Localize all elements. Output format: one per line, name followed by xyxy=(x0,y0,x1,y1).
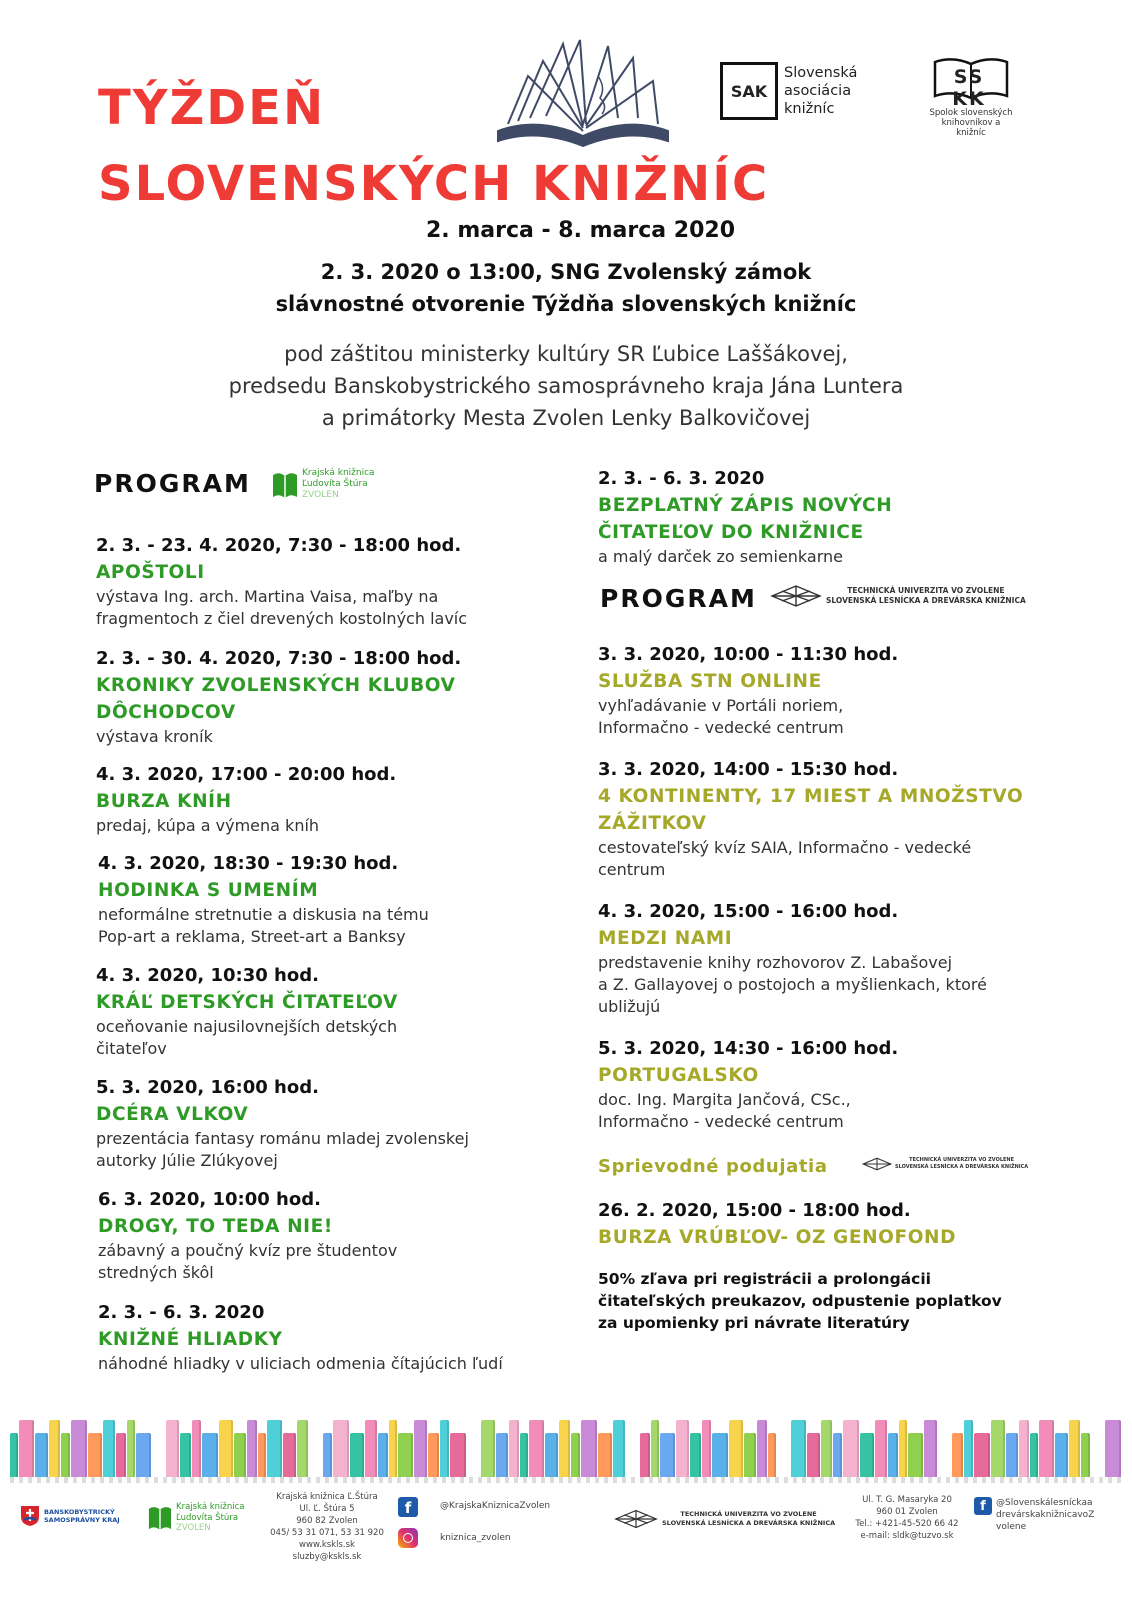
book-spine xyxy=(581,1420,597,1477)
handle-line: volene xyxy=(996,1522,1027,1532)
green-book-icon xyxy=(148,1504,172,1532)
book-spine xyxy=(952,1433,963,1477)
book-spine xyxy=(389,1420,397,1477)
book-spine xyxy=(103,1420,115,1477)
event-date: 4. 3. 2020, 10:30 hod. xyxy=(96,965,319,986)
book-spine xyxy=(1069,1420,1080,1477)
left-event-4 xyxy=(98,851,558,948)
event-desc: výstava Ing. arch. Martina Vaisa, maľby na xyxy=(96,587,439,606)
book-spine xyxy=(545,1433,558,1477)
book-spine xyxy=(1055,1433,1068,1477)
discount-line: za upomienky pri návrate literatúry xyxy=(598,1314,910,1332)
kksz-text-line: Ľudovíta Štúra xyxy=(176,1512,239,1523)
book-spine xyxy=(247,1420,257,1477)
accompanying-heading: Sprievodné podujatia xyxy=(598,1156,828,1177)
book-spine xyxy=(219,1420,233,1477)
right-event-4 xyxy=(598,1036,1028,1133)
book-spine xyxy=(791,1420,806,1477)
book-spine xyxy=(127,1420,135,1477)
book-spine xyxy=(136,1433,151,1477)
sskk-logo-label: SS KK xyxy=(952,66,986,110)
right-event-1 xyxy=(598,642,1028,739)
book-spine xyxy=(192,1420,201,1477)
address-line: 960 01 Zvolen xyxy=(876,1507,938,1517)
book-spine xyxy=(509,1420,519,1477)
event-desc: Pop-art a reklama, Street-art a Banksy xyxy=(98,927,406,946)
discount-line: čitateľských preukazov, odpustenie poplatkov xyxy=(598,1292,1002,1310)
sskk-text-line: knihovníkov a knižníc xyxy=(941,118,1001,138)
book-spine xyxy=(757,1420,767,1477)
event-desc: fragmentoch z čiel drevených kostolných lavíc xyxy=(96,609,468,628)
green-book-icon xyxy=(272,471,298,499)
event-title: APOŠTOLI xyxy=(96,562,205,583)
discount-line: 50% zľava pri registrácii a prolongácii xyxy=(598,1270,931,1288)
book-spine xyxy=(1105,1420,1121,1477)
book-spine xyxy=(450,1433,466,1477)
book-spine xyxy=(398,1433,413,1477)
tuzvo-star-icon xyxy=(770,583,822,609)
facebook-kksz-handle[interactable]: @KrajskaKniznicaZvolen xyxy=(440,1501,551,1511)
event-date: 2. 3. - 6. 3. 2020 xyxy=(98,1302,265,1323)
event-title: HODINKA S UMENÍM xyxy=(98,880,319,901)
kksz-text-line: Krajská knižnica xyxy=(302,468,375,478)
bbsk-logo xyxy=(20,1505,120,1527)
bookshelf-illustration xyxy=(10,1405,1122,1477)
book-spine xyxy=(378,1433,388,1477)
book-spine xyxy=(481,1420,495,1477)
event-date: 4. 3. 2020, 15:00 - 16:00 hod. xyxy=(598,901,899,922)
book-spine xyxy=(1019,1420,1029,1477)
event-date: 5. 3. 2020, 16:00 hod. xyxy=(96,1077,319,1098)
book-spine xyxy=(428,1433,439,1477)
kksz-logo-footer xyxy=(148,1502,245,1534)
book-spine xyxy=(258,1433,266,1477)
right-top-event xyxy=(598,466,1028,568)
book-spine xyxy=(964,1420,973,1477)
book-spine xyxy=(807,1433,820,1477)
book-spine xyxy=(61,1433,70,1477)
event-desc: predaj, kúpa a výmena kníh xyxy=(96,816,320,835)
event-desc: výstava kroník xyxy=(96,727,213,746)
event-title: DCÉRA VLKOV xyxy=(96,1104,249,1125)
tuzvo-text-line: TECHNICKÁ UNIVERZITA VO ZVOLENE xyxy=(680,1510,817,1518)
book-spine xyxy=(333,1420,349,1477)
event-desc: cestovateľský kvíz SAIA, Informačno - vedecké xyxy=(598,838,972,857)
left-event-2 xyxy=(96,646,556,748)
tuzvo-logo xyxy=(770,583,1026,609)
address-line[interactable]: sluzby@kskls.sk xyxy=(292,1552,362,1562)
book-spine xyxy=(71,1420,87,1477)
event-desc: vyhľadávanie v Portáli noriem, xyxy=(598,696,844,715)
kksz-text-line: ZVOLEN xyxy=(176,1523,211,1533)
book-spine xyxy=(529,1420,544,1477)
handle-line: @Slovenskálesníckaa xyxy=(996,1498,1093,1508)
right-event-2 xyxy=(598,757,1048,881)
opening-line-2: slávnostné otvorenie Týždňa slovenských knižníc xyxy=(275,292,857,316)
program-heading-left: PROGRAM xyxy=(94,469,251,498)
opening-line-1: 2. 3. 2020 o 13:00, SNG Zvolenský zámok xyxy=(320,260,812,284)
bbsk-text-line: BANSKOBYSTRICKÝ xyxy=(44,1508,115,1516)
event-desc: neformálne stretnutie a diskusia na tému xyxy=(98,905,429,924)
book-spine xyxy=(1039,1420,1054,1477)
event-date: 2. 3. - 6. 3. 2020 xyxy=(598,468,765,489)
book-spine xyxy=(267,1420,282,1477)
patronage-line: a primátorky Mesta Zvolen Lenky Balkovičovej xyxy=(321,406,811,430)
tuzvo-address xyxy=(852,1494,962,1542)
event-desc: stredných škôl xyxy=(98,1263,214,1282)
address-line[interactable]: www.kskls.sk xyxy=(299,1540,355,1550)
event-title: ZÁŽITKOV xyxy=(598,813,707,834)
book-spine xyxy=(729,1420,743,1477)
book-spine xyxy=(559,1420,570,1477)
book-spine xyxy=(924,1420,937,1477)
event-date: 3. 3. 2020, 14:00 - 15:30 hod. xyxy=(598,759,899,780)
facebook-icon[interactable]: f xyxy=(974,1497,992,1515)
event-desc: Informačno - vedecké centrum xyxy=(598,718,844,737)
event-title: BURZA VRÚBĽOV- OZ GENOFOND xyxy=(598,1227,957,1248)
accompanying-event xyxy=(598,1198,1028,1251)
book-spine xyxy=(10,1433,18,1477)
book-spine xyxy=(571,1433,580,1477)
tuzvo-logo-footer xyxy=(614,1508,835,1530)
event-desc: autorky Júlie Zlúkyovej xyxy=(96,1151,278,1170)
address-line: Ul. Ľ. Štúra 5 xyxy=(299,1504,355,1514)
event-desc: Informačno - vedecké centrum xyxy=(598,1112,844,1131)
book-spine xyxy=(875,1420,887,1477)
tuzvo-text-line: SLOVENSKÁ LESNÍCKA A DREVÁRSKA KNIŽNICA xyxy=(662,1519,836,1527)
event-title: MEDZI NAMI xyxy=(598,928,733,949)
sak-logo-label: SAK xyxy=(730,81,768,101)
kksz-logo xyxy=(272,468,375,501)
event-title: SLUŽBA STN ONLINE xyxy=(598,671,822,692)
patronage-line: predsedu Banskobystrického samosprávneho kraja Jána Luntera xyxy=(228,374,904,398)
book-spine xyxy=(974,1433,990,1477)
book-spine xyxy=(843,1420,859,1477)
event-desc: zábavný a poučný kvíz pre študentov xyxy=(98,1241,398,1260)
book-spine xyxy=(297,1420,308,1477)
instagram-handle[interactable]: kniznica_zvolen xyxy=(440,1533,511,1543)
left-event-3 xyxy=(96,762,556,837)
book-spine xyxy=(821,1420,832,1477)
instagram-icon[interactable] xyxy=(398,1528,418,1548)
book-spine xyxy=(234,1433,246,1477)
event-title: BURZA KNÍH xyxy=(96,791,232,812)
book-spine xyxy=(496,1433,508,1477)
book-spine xyxy=(520,1433,528,1477)
kksz-text-line: ZVOLEN xyxy=(302,490,339,500)
book-spine xyxy=(88,1433,102,1477)
sskk-logo xyxy=(928,56,1014,138)
address-line[interactable]: e-mail: sldk@tuzvo.sk xyxy=(860,1531,954,1541)
book-spine xyxy=(1006,1433,1018,1477)
sak-text xyxy=(784,64,857,118)
kksz-text-line: Krajská knižnica xyxy=(176,1502,245,1512)
event-title: PORTUGALSKO xyxy=(598,1065,759,1086)
tuzvo-text-line: TECHNICKÁ UNIVERZITA VO ZVOLENE xyxy=(847,586,1005,595)
book-spine xyxy=(613,1420,625,1477)
event-title: DÔCHODCOV xyxy=(96,702,236,723)
tuzvo-star-icon xyxy=(862,1156,892,1172)
book-spine xyxy=(323,1433,332,1477)
bbsk-shield-icon xyxy=(20,1505,40,1527)
facebook-sldk-handle[interactable] xyxy=(996,1497,1094,1533)
book-spine xyxy=(702,1420,711,1477)
event-desc: prezentácia fantasy románu mladej zvolenskej xyxy=(96,1129,469,1148)
event-desc: čitateľov xyxy=(96,1039,167,1058)
book-spine xyxy=(414,1420,427,1477)
facebook-icon[interactable]: f xyxy=(398,1497,418,1517)
book-spine xyxy=(768,1433,776,1477)
event-dates: 2. marca - 8. marca 2020 xyxy=(426,218,735,243)
book-spine xyxy=(676,1420,689,1477)
book-spine xyxy=(202,1433,218,1477)
book-spine xyxy=(908,1433,923,1477)
event-date: 5. 3. 2020, 14:30 - 16:00 hod. xyxy=(598,1038,899,1059)
book-spine xyxy=(651,1420,659,1477)
book-spine xyxy=(283,1433,296,1477)
sak-text-line: asociácia xyxy=(784,83,852,99)
book-spine xyxy=(833,1433,842,1477)
book-spine xyxy=(640,1433,650,1477)
event-desc: doc. Ing. Margita Jančová, CSc., xyxy=(598,1090,851,1109)
book-spine xyxy=(690,1433,701,1477)
event-desc: oceňovanie najusilovnejších detských xyxy=(96,1017,398,1036)
book-spine xyxy=(899,1420,907,1477)
book-spine xyxy=(350,1433,364,1477)
book-spine xyxy=(365,1420,377,1477)
book-spine xyxy=(35,1433,48,1477)
left-event-6 xyxy=(96,1075,556,1172)
left-event-8 xyxy=(98,1300,578,1375)
event-title: ČITATEĽOV DO KNIŽNICE xyxy=(598,522,864,543)
sak-text-line: knižníc xyxy=(784,101,835,117)
tuzvo-text-line: SLOVENSKÁ LESNÍCKA A DREVÁRSKA KNIŽNICA xyxy=(895,1164,1029,1170)
event-desc: predstavenie knihy rozhovorov Z. Labašovej xyxy=(598,953,953,972)
event-title: DROGY, TO TEDA NIE! xyxy=(98,1216,333,1237)
book-spine xyxy=(660,1433,675,1477)
book-spine xyxy=(440,1420,449,1477)
event-date: 4. 3. 2020, 17:00 - 20:00 hod. xyxy=(96,764,397,785)
program-heading-right: PROGRAM xyxy=(600,584,757,613)
event-date: 6. 3. 2020, 10:00 hod. xyxy=(98,1189,321,1210)
book-spine xyxy=(49,1420,60,1477)
book-spine xyxy=(860,1433,874,1477)
book-spine xyxy=(180,1433,191,1477)
sak-text-line: Slovenská xyxy=(784,65,858,81)
event-date: 2. 3. - 23. 4. 2020, 7:30 - 18:00 hod. xyxy=(96,535,462,556)
kksz-address xyxy=(262,1491,392,1563)
event-desc: ubližujú xyxy=(598,997,661,1016)
event-title: KRÁĽ DETSKÝCH ČITATEĽOV xyxy=(96,992,398,1013)
book-spine xyxy=(19,1420,34,1477)
book-spine xyxy=(1081,1433,1090,1477)
book-spine xyxy=(744,1433,756,1477)
book-spine xyxy=(598,1433,612,1477)
event-date: 3. 3. 2020, 10:00 - 11:30 hod. xyxy=(598,644,899,665)
left-event-1 xyxy=(96,533,556,630)
kksz-text-line: Ľudovíta Štúra xyxy=(302,479,368,489)
right-event-3 xyxy=(598,899,1048,1018)
event-title: BEZPLATNÝ ZÁPIS NOVÝCH xyxy=(598,495,893,516)
patronage-text xyxy=(0,338,1132,434)
address-line: Ul. T. G. Masaryka 20 xyxy=(862,1495,952,1505)
title-line-2: SLOVENSKÝCH KNIŽNÍC xyxy=(98,156,770,212)
event-desc: a malý darček zo semienkarne xyxy=(598,547,843,566)
book-spine xyxy=(991,1420,1005,1477)
event-desc: náhodné hliadky v uliciach odmenia čítajúcich ľudí xyxy=(98,1354,503,1373)
sskk-text-line: Spolok slovenských xyxy=(929,108,1013,118)
book-spine xyxy=(1030,1433,1038,1477)
address-line: Krajská knižnica Ľ.Štúra xyxy=(276,1492,378,1502)
book-spine xyxy=(116,1433,126,1477)
patronage-line: pod záštitou ministerky kultúry SR Ľubice Laššákovej, xyxy=(284,342,848,366)
tuzvo-text-line: TECHNICKÁ UNIVERZITA VO ZVOLENE xyxy=(909,1157,1015,1163)
shelf-shadow xyxy=(10,1477,1122,1483)
tuzvo-star-icon xyxy=(614,1508,658,1530)
event-desc: centrum xyxy=(598,860,666,879)
address-line: 960 82 Zvolen xyxy=(296,1516,358,1526)
address-line: 045/ 53 31 071, 53 31 920 xyxy=(270,1528,384,1538)
event-title: KNIŽNÉ HLIADKY xyxy=(98,1329,283,1350)
tuzvo-text-line: SLOVENSKÁ LESNÍCKA A DREVÁRSKA KNIŽNICA xyxy=(826,596,1026,605)
tuzvo-logo-small xyxy=(862,1156,1028,1172)
book-spine xyxy=(166,1420,179,1477)
event-desc: a Z. Gallayovej o postojoch a myšlienkach, ktoré xyxy=(598,975,987,994)
left-event-7 xyxy=(98,1187,558,1284)
event-title: 4 KONTINENTY, 17 MIEST A MNOŽSTVO xyxy=(598,786,1024,807)
sak-logo xyxy=(720,62,778,120)
address-line: Tel.: +421-45-520 66 42 xyxy=(855,1519,959,1529)
book-spine xyxy=(888,1433,898,1477)
event-date: 4. 3. 2020, 18:30 - 19:30 hod. xyxy=(98,853,399,874)
handle-line: drevárskaknižnicavoZ xyxy=(996,1510,1095,1520)
bbsk-text-line: SAMOSPRÁVNY KRAJ xyxy=(44,1516,120,1524)
title-line-1: TÝŽDEŇ xyxy=(98,80,326,136)
event-date: 2. 3. - 30. 4. 2020, 7:30 - 18:00 hod. xyxy=(96,648,462,669)
discount-note xyxy=(598,1268,1028,1334)
event-date: 26. 2. 2020, 15:00 - 18:00 hod. xyxy=(598,1200,911,1221)
book-spine xyxy=(712,1433,728,1477)
open-book-icon xyxy=(488,36,678,151)
left-event-5 xyxy=(96,963,556,1060)
event-title: KRONIKY ZVOLENSKÝCH KLUBOV xyxy=(96,675,456,696)
